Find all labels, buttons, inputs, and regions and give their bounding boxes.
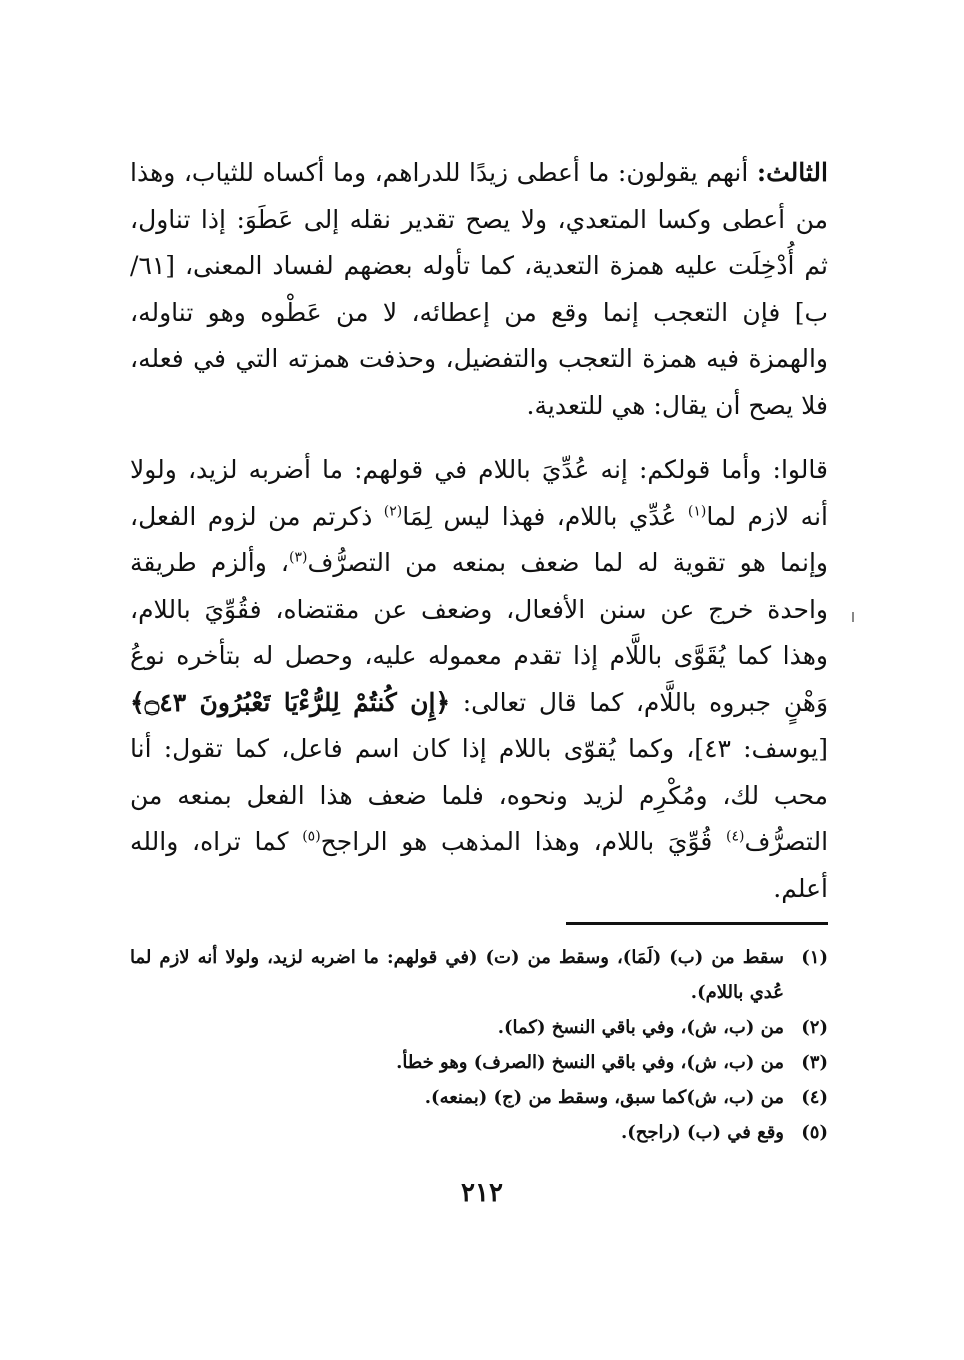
paragraph-1-text: أنهم يقولون: ما أعطى زيدًا للدراهم، وما أكساه للثياب، وهذا من أعطى وكسا المتعدي، ولا يصح تقدير نقله إلى عَطَوَ: إذا تناول، ثم أُدْخِلَت عليه همزة التعدية، كما تأوله بعضهم لفساد المعنى، [٦١/ب] فإن التعجب إنما وقع من إعطائه، لا من عَطْوه وهو تناوله، والهمزة فيه همزة التعجب والتفضيل، وحذفت همزته التي في فعله، فلا يصح أن يقال: هي للتعدية. — [130, 158, 828, 420]
footnote-ref-4[interactable]: (٤) — [726, 828, 745, 845]
scan-mark — [852, 612, 854, 622]
footnote-item — [130, 1010, 828, 1045]
footnote-text: وقع في (ب) (راجح). — [620, 1122, 784, 1143]
footnote-item — [130, 1045, 828, 1080]
paragraph-2-part-4: ، وألزم طريقة واحدة خرج عن سنن الأفعال، وضعف عن مقتضاه، فقُوِّيَ باللام، وهذا كما يُقَوَّى باللَّام إذا تقدم معموله عليه، وحصل له بتأخره نوعُ وَهْنٍ جبروه باللَّام، كما قال تعالى: — [130, 548, 829, 717]
footnote-ref-3[interactable]: (٣) — [289, 549, 308, 566]
main-text — [130, 150, 828, 912]
footnote-number: (٤) — [801, 1087, 828, 1108]
paragraph-1 — [130, 150, 828, 429]
quran-verse: ﴿إِن كُنتُمْ لِلرُّءْيَا تَعْبُرُونَ ۝٤٣﴾ — [130, 687, 451, 717]
footnote-separator — [566, 922, 828, 925]
page-number: ٢١٢ — [461, 1178, 503, 1208]
paragraph-2-part-3: ذكرتم من لزوم الفعل، وإنما هو تقوية له لما ضعف بمنعه من التصرُّف — [130, 501, 828, 577]
footnote-text: من (ب، ش)، وفي باقي النسخ (الصرف) وهو خطأ. — [396, 1052, 784, 1073]
paragraph-2-part-5: [يوسف: ٤٣]، وكما يُقوّى باللام إذا كان اسم فاعل، كما تقول: أنا محب لك، ومُكْرِم لزيد ونحوه، فلما ضعف هذا الفعل بمنعه من التصرُّف — [130, 734, 829, 856]
paragraph-2-part-7: كما تراه، والله أعلم. — [130, 827, 828, 903]
footnote-item — [130, 1115, 828, 1150]
footnote-number: (٢) — [801, 1017, 828, 1038]
paragraph-2-part-2: عُدِّي باللام، فهذا ليس لِمَا — [402, 501, 677, 531]
footnote-number: (٥) — [801, 1122, 828, 1143]
footnote-ref-1[interactable]: (١) — [687, 503, 707, 520]
footnote-ref-2[interactable]: (٢) — [383, 503, 403, 520]
footnote-text: من (ب، ش)كما سبق، وسقط من (ج) (بمنعه). — [424, 1087, 784, 1108]
footnotes — [130, 940, 828, 1150]
paragraph-1-lead: الثالث: — [756, 158, 828, 187]
footnote-text: سقط من (ب) (لَمَا)، وسقط من (ت) (في قولهم: ما اضربه لزيد، ولولا أنه لازم لما عُدي باللام). — [130, 947, 784, 1003]
footnote-text: من (ب، ش)، وفي باقي النسخ (كما). — [497, 1017, 784, 1038]
paragraph-2-part-6: قُوِّيَ باللام، وهذا المذهب هو الراجح — [320, 827, 713, 856]
footnote-number: (٣) — [801, 1052, 828, 1073]
footnote-number: (١) — [801, 947, 828, 968]
paragraph-2 — [130, 447, 828, 912]
footnote-ref-5[interactable]: (٥) — [302, 828, 321, 845]
paragraph-2-part-1: قالوا: وأما قولكم: إنه عُدِّيَ باللام في قولهم: ما أضربه لزيد، ولولا أنه لازم لما — [130, 455, 828, 531]
footnote-item — [130, 1080, 828, 1115]
footnote-item — [130, 940, 828, 1010]
